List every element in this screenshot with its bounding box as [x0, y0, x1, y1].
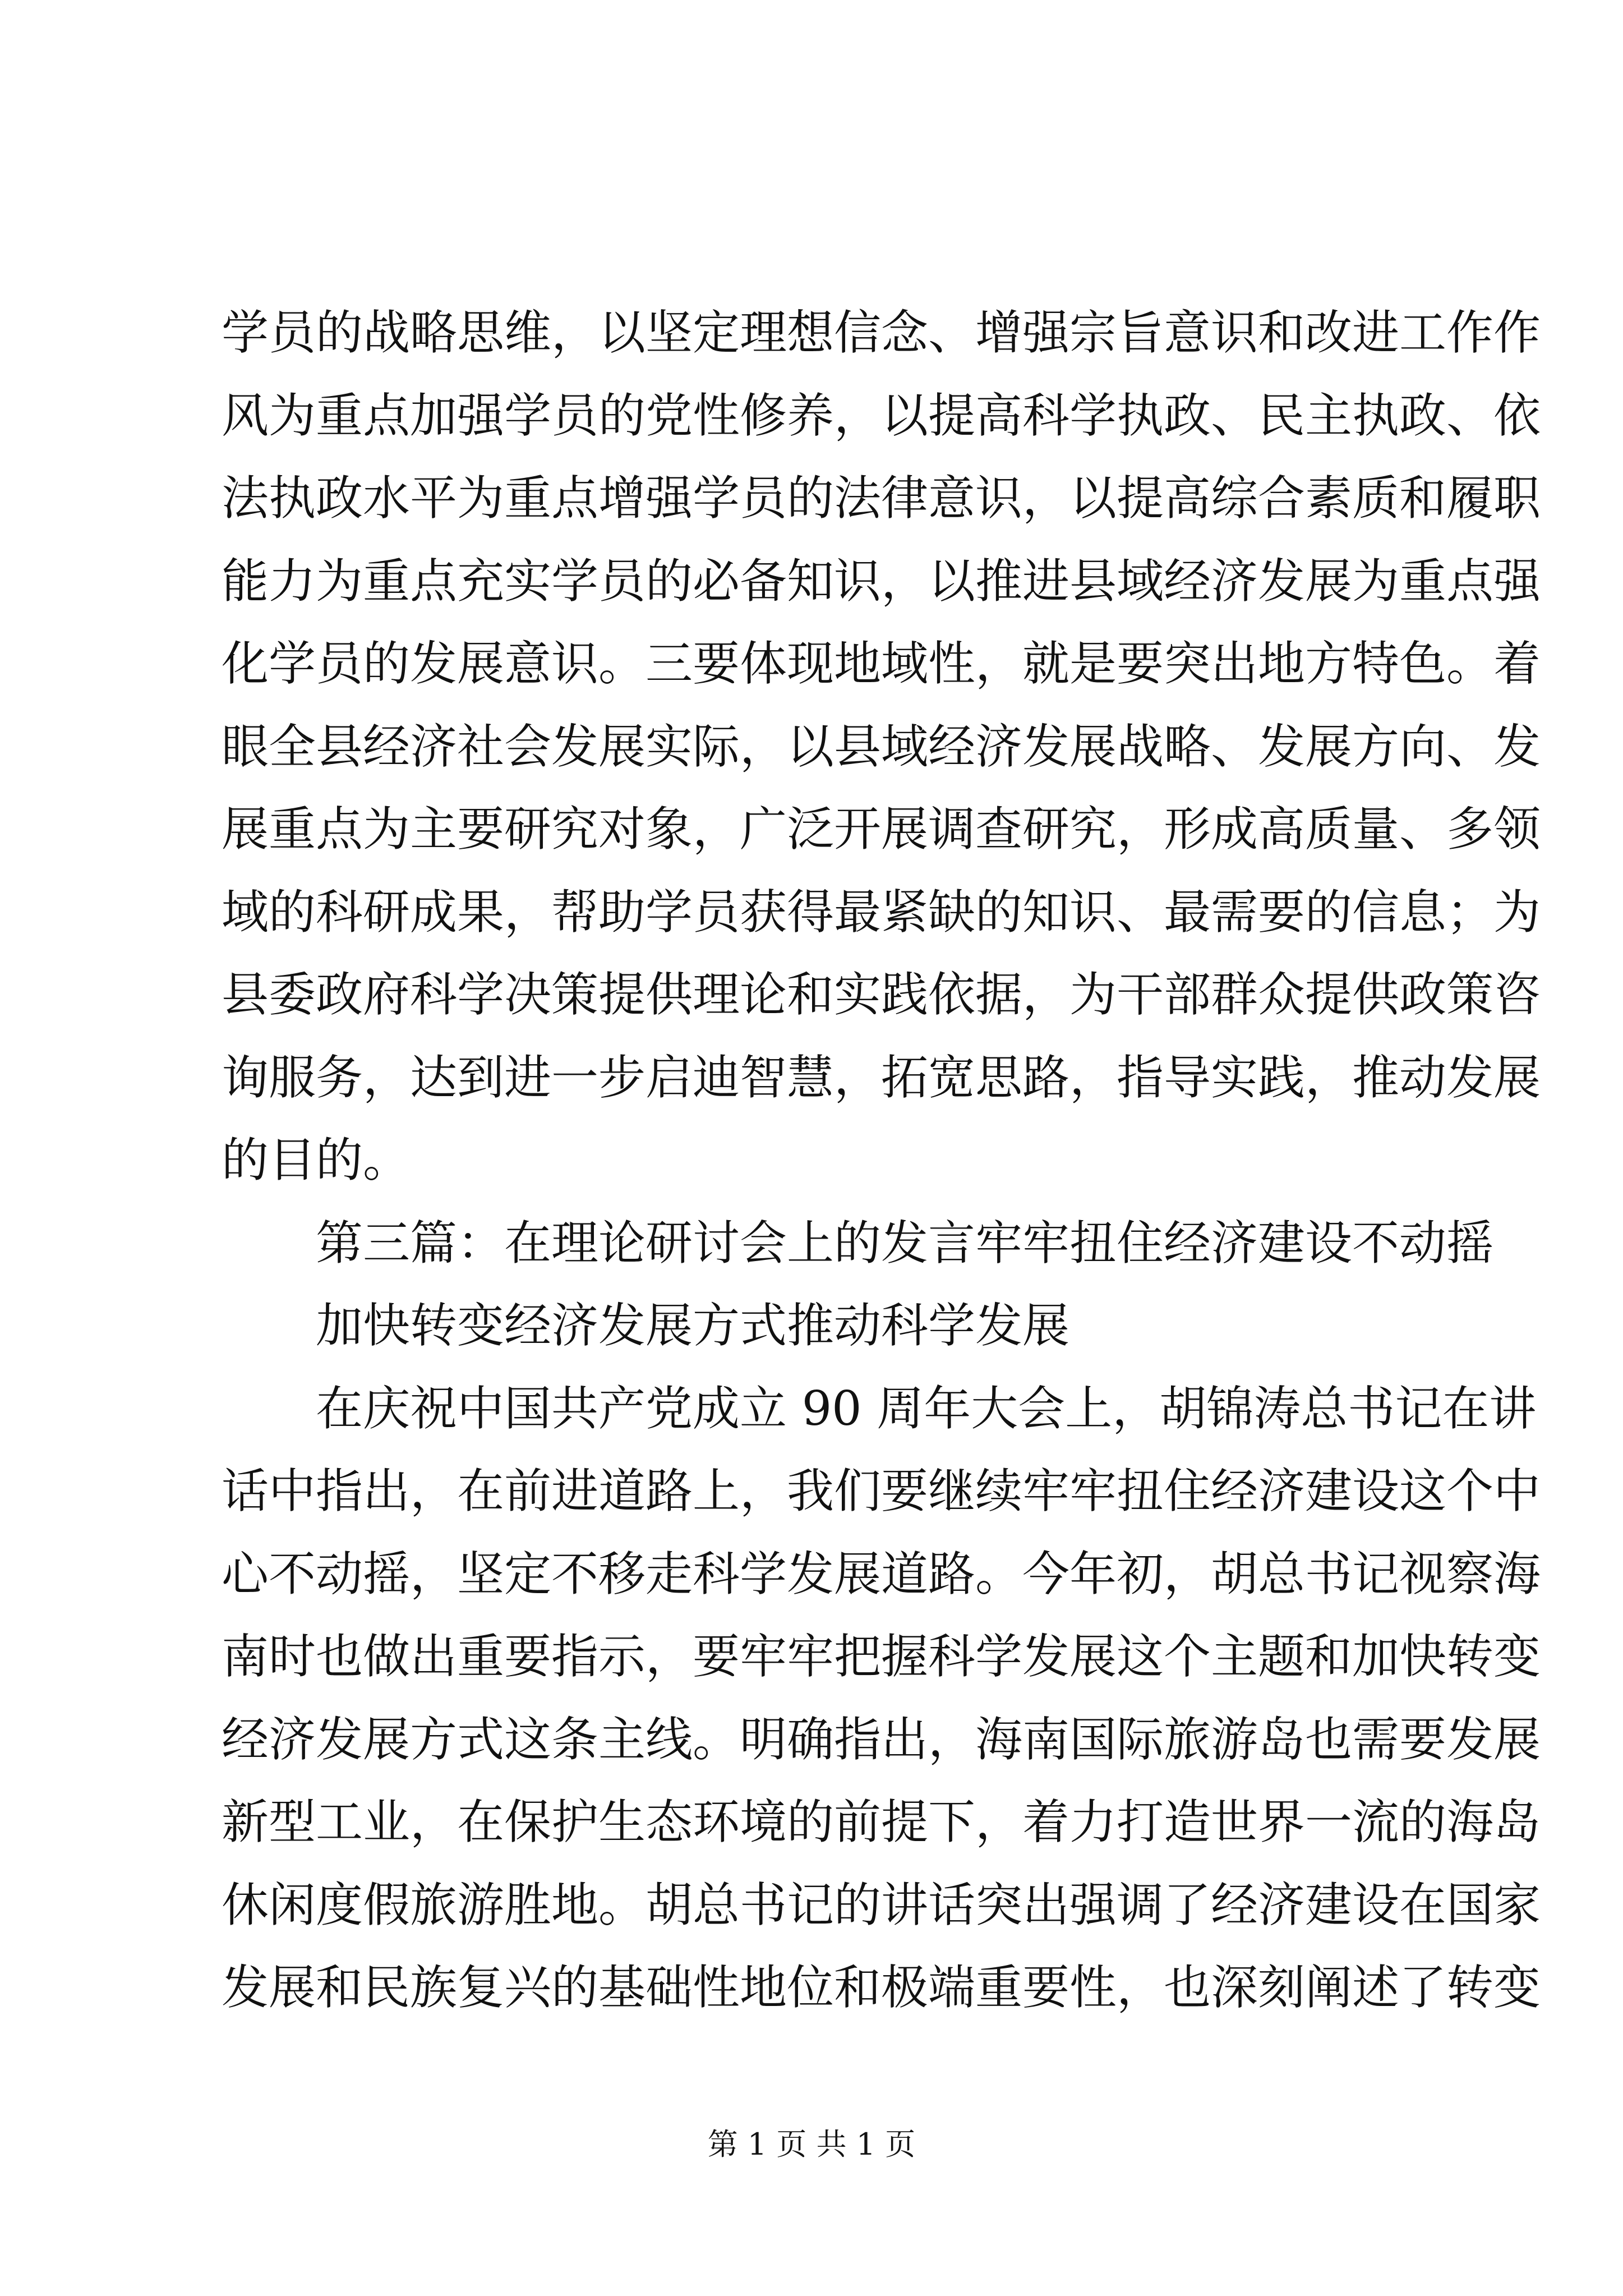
page-footer	[0, 2125, 1623, 2164]
text-line: 的目的。	[222, 1133, 411, 1188]
text-line: 在庆祝中国共产党成立 90 周年大会上，胡锦涛总书记在讲	[316, 1381, 1537, 1436]
text-line: 风为重点加强学员的党性修养，以提高科学执政、民主执政、依	[222, 388, 1541, 443]
text-line: 询服务，达到进一步启迪智慧，拓宽思路，指导实践，推动发展	[222, 1050, 1541, 1105]
text-line: 话中指出，在前进道路上，我们要继续牢牢扭住经济建设这个中	[222, 1464, 1541, 1519]
text-line: 新型工业，在保护生态环境的前提下，着力打造世界一流的海岛	[222, 1795, 1541, 1849]
text-line: 经济发展方式这条主线。明确指出，海南国际旅游岛也需要发展	[222, 1711, 1541, 1767]
text-line: 县委政府科学决策提供理论和实践依据，为干部群众提供政策咨	[222, 967, 1541, 1022]
page-number: 第 1 页 共 1 页	[707, 2127, 916, 2162]
text-line: 南时也做出重要指示，要牢牢把握科学发展这个主题和加快转变	[222, 1629, 1541, 1684]
text-line: 展重点为主要研究对象，广泛开展调查研究，形成高质量、多领	[222, 802, 1541, 857]
text-line: 域的科研成果，帮助学员获得最紧缺的知识、最需要的信息；为	[222, 884, 1541, 940]
section-subheading-line: 加快转变经济发展方式推动科学发展	[316, 1298, 1070, 1353]
text-line: 眼全县经济社会发展实际，以县域经济发展战略、发展方向、发	[222, 719, 1541, 774]
text-line: 心不动摇，坚定不移走科学发展道路。今年初，胡总书记视察海	[222, 1546, 1541, 1602]
text-line: 发展和民族复兴的基础性地位和极端重要性，也深刻阐述了转变	[222, 1960, 1541, 2015]
text-line: 法执政水平为重点增强学员的法律意识，以提高综合素质和履职	[222, 471, 1541, 526]
text-line: 学员的战略思维，以坚定理想信念、增强宗旨意识和改进工作作	[222, 305, 1541, 360]
text-line: 化学员的发展意识。三要体现地域性，就是要突出地方特色。着	[222, 636, 1541, 691]
section-heading-line: 第三篇：在理论研讨会上的发言牢牢扭住经济建设不动摇	[316, 1215, 1494, 1271]
text-line: 能力为重点充实学员的必备知识，以推进县域经济发展为重点强	[222, 553, 1541, 609]
text-line: 休闲度假旅游胜地。胡总书记的讲话突出强调了经济建设在国家	[222, 1877, 1541, 1932]
document-body	[222, 292, 1541, 2030]
